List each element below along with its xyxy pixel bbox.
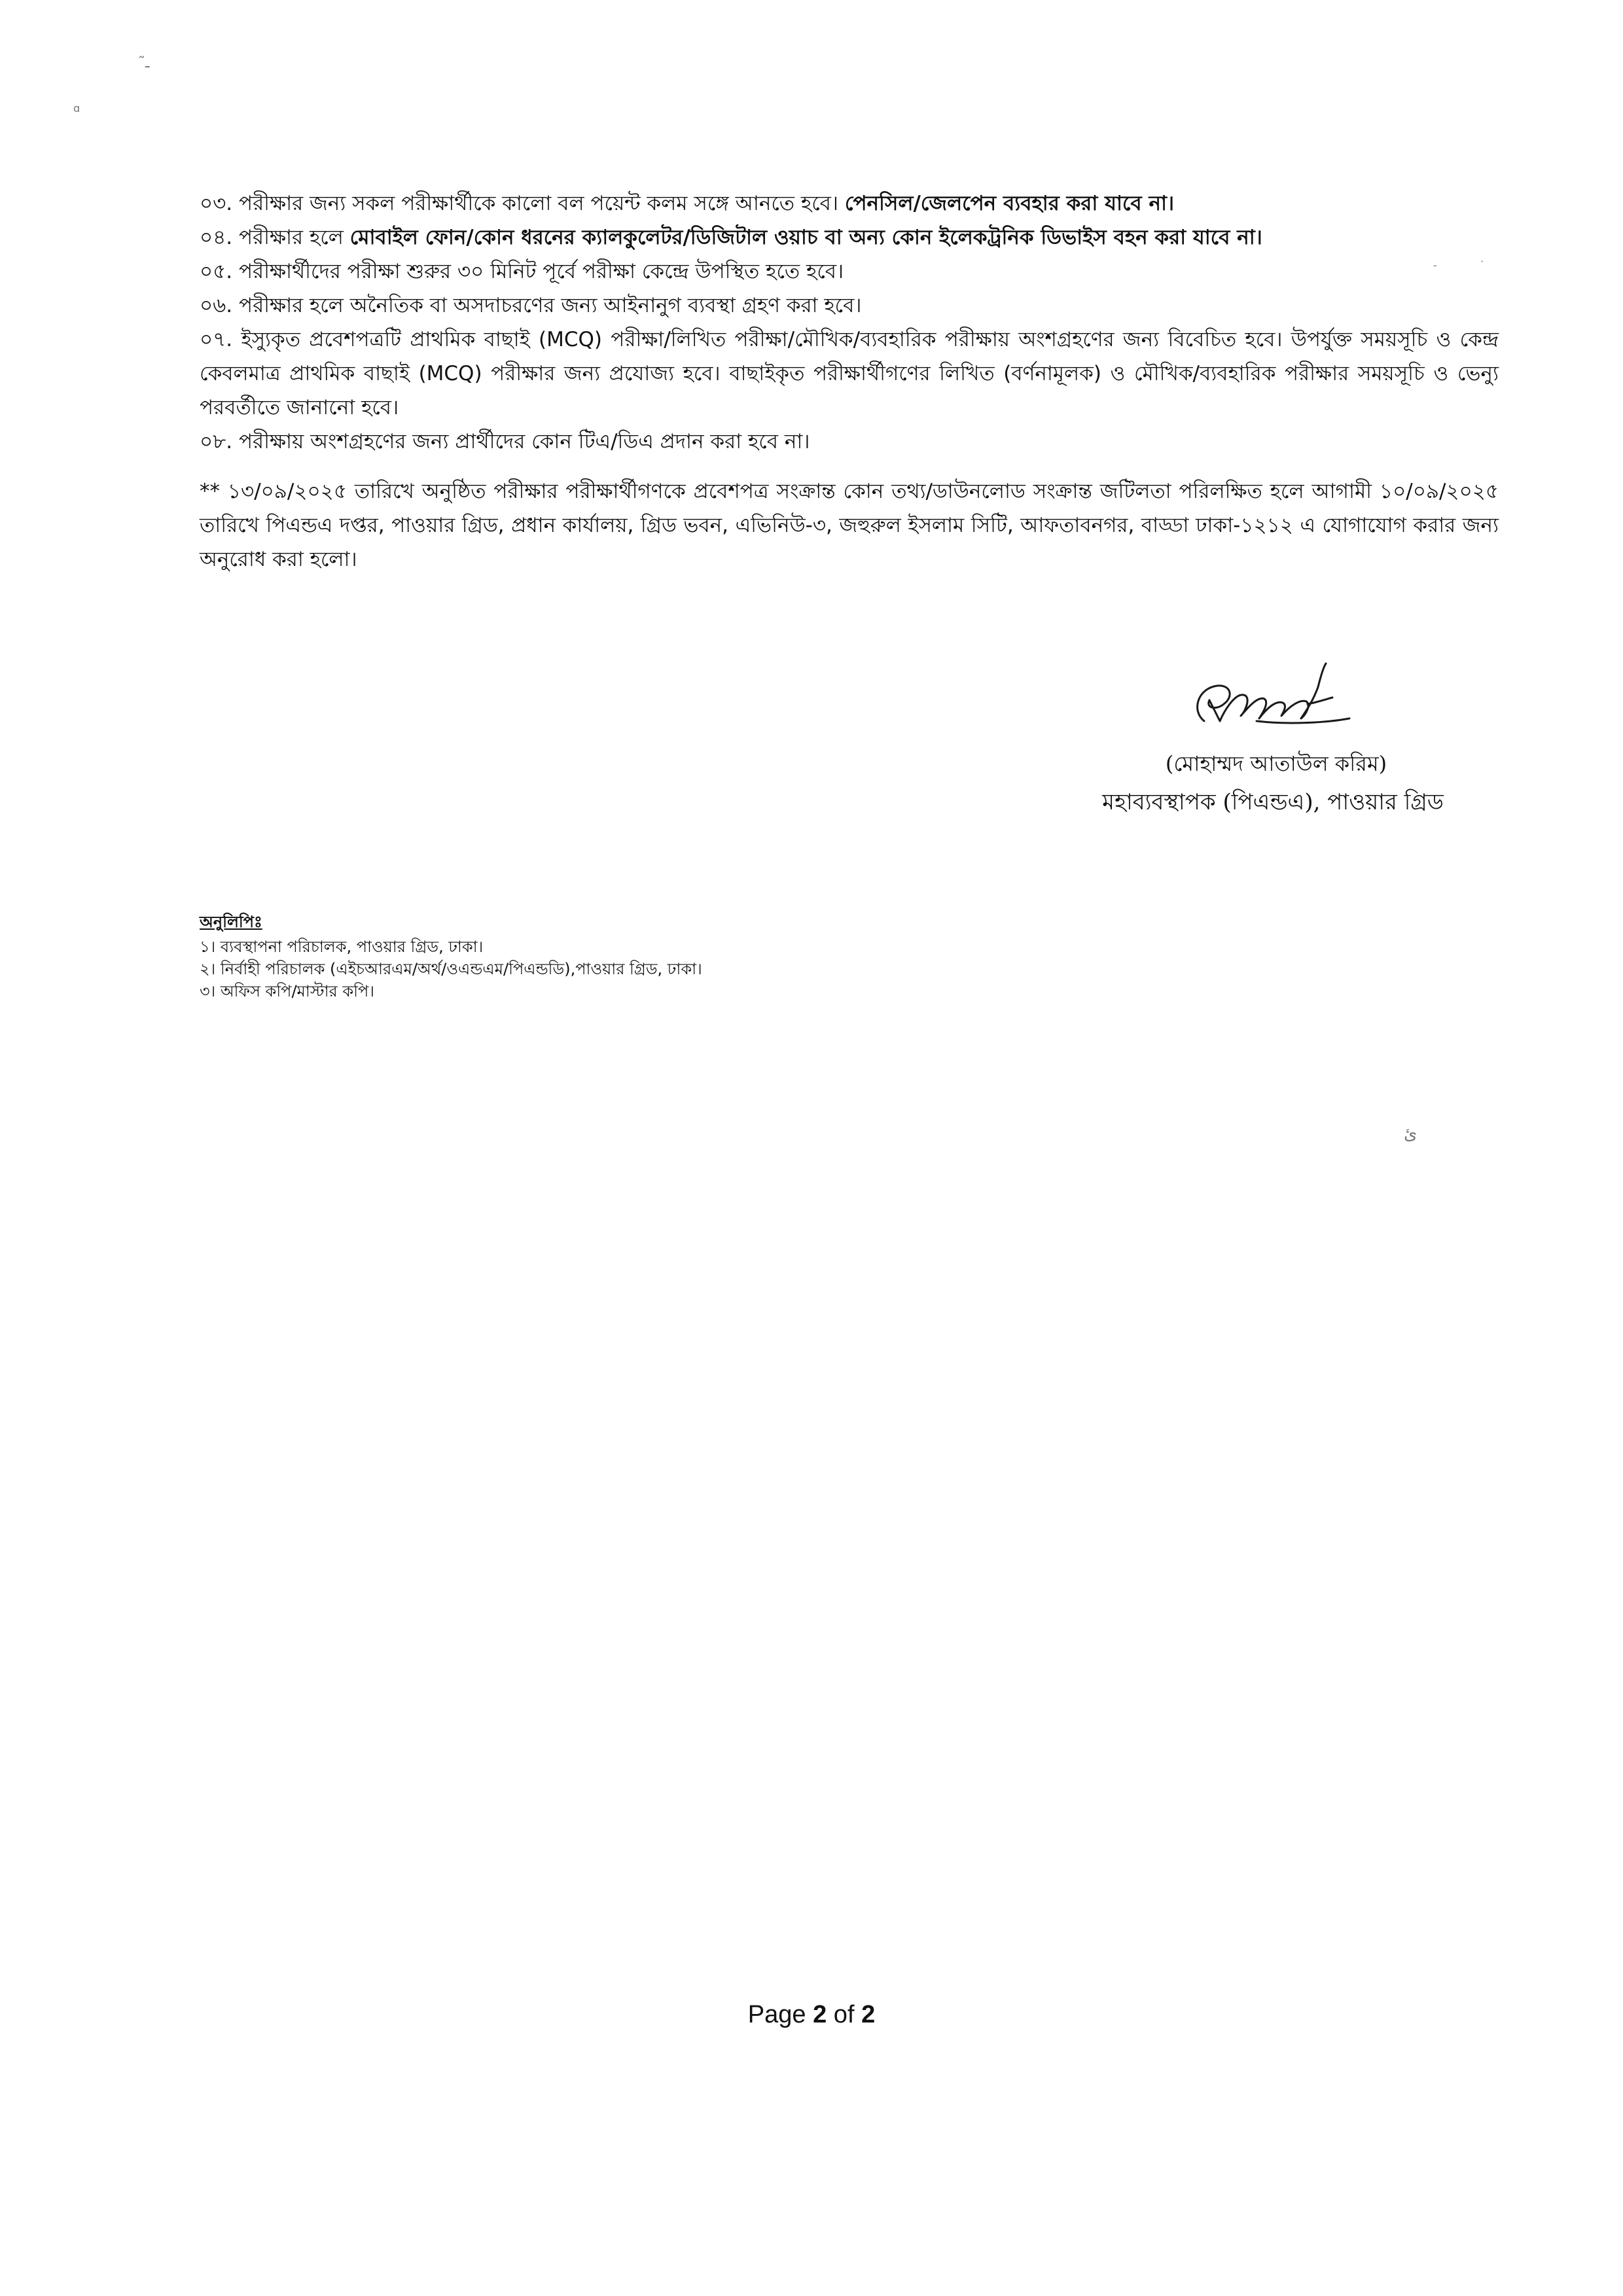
scan-speck: ئ [1404,1124,1418,1144]
instruction-text: ০৪. পরীক্ষার হলে [200,226,350,249]
copy-item: ১। ব্যবস্থাপনা পরিচালক, পাওয়ার গ্রিড, ঢাকা। [200,938,484,956]
copy-item: ৩। অফিস কপি/মাস্টার কপি। [200,982,374,1000]
instructions-list [200,186,1499,459]
instruction-item [200,323,1499,425]
instruction-item [200,186,1499,221]
instruction-item [200,289,1499,323]
instruction-text: ০৫. পরীক্ষার্থীদের পরীক্ষা শুরুর ৩০ মিনিট পূর্বে পরীক্ষা কেন্দ্রে উপস্থিত হতে হবে। [200,260,844,283]
copy-item: ২। নির্বাহী পরিচালক (এইচআরএম/অর্থ/ওএন্ডএম/পিএন্ডডি),পাওয়ার গ্রিড, ঢাকা। [200,960,702,978]
instruction-emphasis: পেনসিল/জেলপেন ব্যবহার করা যাবে না। [844,192,1175,215]
current-page-number: 2 [813,2001,827,2028]
contact-note: ** ১৩/০৯/২০২৫ তারিখে অনুষ্ঠিত পরীক্ষার পরীক্ষার্থীগণকে প্রবেশপত্র সংক্রান্ত কোন তথ্য/ডাউনলোড সংক্রান্ত জটিলতা পরিলক্ষিত হলে আগামী ১০/০৯/২০২৫ তারিখে পিএন্ডএ দপ্তর, পাওয়ার গ্রিড, প্রধান কার্যালয়, গ্রিড ভবন, এভিনিউ-৩, জহুরুল ইসলাম সিটি, আফতাবনগর, বাড্ডা ঢাকা-১২১২ এ যোগাযোগ করার জন্য অনুরোধ করা হলো। [200,480,1499,571]
scan-speck: · [1480,255,1484,268]
page-of-label: of [827,2001,862,2028]
instruction-emphasis: মোবাইল ফোন/কোন ধরনের ক্যালকুলেটর/ডিজিটাল ওয়াচ বা অন্য কোন ইলেকট্রনিক ডিভাইস বহন করা যাবে না। [349,226,1262,249]
instruction-item [200,255,1499,289]
copy-distribution [200,911,1116,1002]
signer-designation: মহাব্যবস্থাপক (পিএন্ডএ), পাওয়ার গ্রিড [1102,789,1444,815]
page-number-footer [0,2001,1623,2029]
instruction-item [200,221,1499,255]
instruction-text: ০৩. পরীক্ষার জন্য সকল পরীক্ষার্থীকে কালো বল পয়েন্ট কলম সঙ্গে আনতে হবে। [200,192,845,215]
copy-heading: অনুলিপিঃ [200,913,262,931]
scan-speck: ـ̃ [145,55,150,71]
instruction-item [200,425,1499,459]
page-label: Page [747,2001,813,2028]
handwritten-signature [1178,648,1479,752]
instruction-text: ০৬. পরীক্ষার হলে অনৈতিক বা অসদাচরণের জন্য আইনানুগ ব্যবস্থা গ্রহণ করা হবে। [200,294,862,317]
scan-speck: - [1433,259,1437,272]
scan-speck: ɑ [73,102,80,115]
instruction-text: ০৮. পরীক্ষায় অংশগ্রহণের জন্য প্রার্থীদের কোন টিএ/ডিএ প্রদান করা হবে না। [200,430,810,453]
instruction-text: ০৭. ইস্যুকৃত প্রবেশপত্রটি প্রাথমিক বাছাই (MCQ) পরীক্ষা/লিখিত পরীক্ষা/মৌখিক/ব্যবহারিক পরীক্ষায় অংশগ্রহণের জন্য বিবেচিত হবে। উপর্যুক্ত সময়সূচি ও কেন্দ্র কেবলমাত্র প্রাথমিক বাছাই (MCQ) পরীক্ষার জন্য প্রযোজ্য হবে। বাছাইকৃত পরীক্ষার্থীগণের লিখিত (বর্ণনামূলক) ও মৌখিক/ব্যবহারিক পরীক্ষার সময়সূচি ও ভেন্যু পরবর্তীতে জানানো হবে। [200,328,1499,419]
signer-name: (মোহাম্মদ আতাউল করিম) [1165,751,1387,776]
total-page-number: 2 [861,2001,876,2028]
